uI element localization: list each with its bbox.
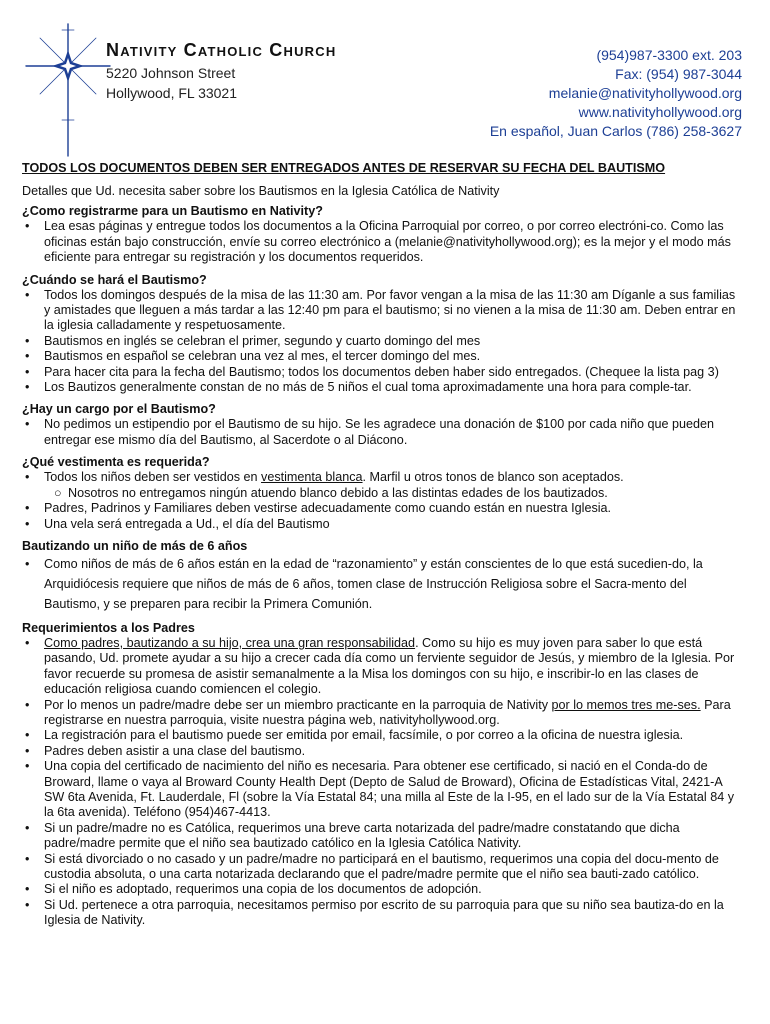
section-when xyxy=(22,272,744,396)
item-text: Para registrarse en nuestra parroquia, visite nuestra página web, nativityhollywood.org. xyxy=(44,697,731,727)
list-item: • Si Ud. pertenece a otra parroquia, necesitamos permiso por escrito de su parroquia para que su niño sea bautiza-do en la Iglesia de Nativity. xyxy=(22,898,744,929)
star-cross-logo-icon xyxy=(18,20,118,160)
church-name: Nativity Catholic Church xyxy=(106,40,337,60)
list-item: • La registración para el bautismo puede ser emitida por email, facsímile, o por correo a la oficina de nuestra iglesia. xyxy=(22,728,744,743)
list-item xyxy=(22,698,744,729)
section-heading: ¿Hay un cargo por el Bautismo? xyxy=(22,402,216,417)
list-item: • Para hacer cita para la fecha del Bautismo; todos los documentos deben haber sido entregados. (Chequee la lista pag 3) xyxy=(22,365,744,380)
list-item: • No pedimos un estipendio por el Bautismo de su hijo. Se les agradece una donación de $100 por cada niño que pueden entregar ese mismo día del Bautismo, al Sacerdote o al Diácono. xyxy=(22,417,744,448)
street-address: 5220 Johnson Street xyxy=(106,65,236,81)
list-item: • Una vela será entregada a Ud., el día del Bautismo xyxy=(22,517,744,532)
item-text: . Marfil u otros tonos de blanco son aceptados. xyxy=(362,470,624,485)
list-item: • Todos los domingos después de la misa de las 11:30 am. Por favor vengan a la misa de las 11:30 am Díganle a sus familias y amistades que lleguen a más tardar a las 12:40 pm para el bautismo; si no vienen a la misa de 11:30 am. Deben entrar en la iglesia calladamente y respetuosamente. xyxy=(22,288,744,334)
list-item: • Una copia del certificado de nacimiento del niño es necesaria. Para obtener ese certificado, si nació en el Conda-do de Broward, llame o vaya al Broward County Health Dept (Depto de Salud de Broward), Oficina de Estadísticas Vital, 2421-A SW 6ta Avenida, Ft. Lauderdale, Fl (sobre la Vía Estatal 84; una milla al Este de la I-95, en el lado sur de la Vía Estatal 84 y la 6ta avenida). Teléfono (954)467-4413. xyxy=(22,759,744,821)
section-heading: Bautizando un niño de más de 6 años xyxy=(22,538,248,553)
website-link[interactable]: www.nativityhollywood.org xyxy=(578,104,742,120)
list-item: • Bautismos en inglés se celebran el primer, segundo y cuarto domingo del mes xyxy=(22,334,744,349)
three-months-underlined: por lo memos tres me-ses. xyxy=(551,697,701,712)
city-address: Hollywood, FL 33021 xyxy=(106,85,238,101)
item-text: Todos los niños deben ser vestidos en xyxy=(44,470,262,485)
fax: Fax: (954) 987-3044 xyxy=(615,66,742,82)
list-item: • Si está divorciado o no casado y un padre/madre no participará en el bautismo, requerimos una copia del docu-mento de custodia absoluta, o una carta notarizada declarando que el padre/madre permite que el niño sea bauti-zado católico. xyxy=(22,852,744,883)
white-attire-underlined: vestimenta blanca xyxy=(261,470,363,485)
document-body xyxy=(22,160,744,935)
section-heading: Requerimientos a los Padres xyxy=(22,620,195,635)
contact-block xyxy=(490,46,742,141)
section-older-children xyxy=(22,538,744,614)
email-link[interactable]: melanie@nativityhollywood.org xyxy=(548,85,742,101)
list-item xyxy=(22,470,744,485)
section-heading: ¿Cuándo se hará el Bautismo? xyxy=(22,272,207,287)
item-text: Por lo menos un padre/madre debe ser un miembro practicante en la parroquia de Nativity xyxy=(44,697,552,712)
list-item: • Si el niño es adoptado, requerimos una copia de los documentos de adopción. xyxy=(22,882,744,897)
list-item: • Como niños de más de 6 años están en la edad de “razonamiento” y están conscientes de lo que está sucedien-do, la Arquidiócesis requiere que niños de más de 6 años, tomen clase de Instrucción Religiosa sobre el Sacra-mento del Bautismo, y se preparen para recibir la Primera Comunión. xyxy=(22,554,744,614)
sub-list-item: ○ Nosotros no entregamos ningún atuendo blanco debido a las distintas edades de los bautizados. xyxy=(22,486,744,501)
spanish-contact: En español, Juan Carlos (786) 258-3627 xyxy=(489,123,742,139)
list-item: • Padres, Padrinos y Familiares deben vestirse adecuadamente como cuando están en nuestra Iglesia. xyxy=(22,501,744,516)
list-item: • Bautismos en español se celebran una vez al mes, el tercer domingo del mes. xyxy=(22,349,744,364)
item-text: . Como su hijo es muy joven para saber lo que está pasando, Ud. promete ayudar a su hijo a crecer cada día como un ferviente seguidor de Jesús, y miembro de la Iglesia. Por favor recuerde su promesa de asistir semanalmente a la Misa los domingos con su hijo, e inscribir-lo en las clases de educación religiosa cuando comiencen el colegio. xyxy=(44,635,735,697)
section-parent-requirements xyxy=(22,620,744,929)
list-item: • Lea esas páginas y entregue todos los documentos a la Oficina Parroquial por correo, o por correo electróni-co. Como las oficinas están bajo construcción, envíe su correo electrónico a (melanie@nativityhollywood.org); es la mejor y el modo más eficiente para entregar su registración y los documentos requeridos. xyxy=(22,219,744,265)
intro-text: Detalles que Ud. necesita saber sobre los Bautismos en la Iglesia Católica de Nativity xyxy=(22,184,500,198)
list-item xyxy=(22,636,744,698)
section-registration xyxy=(22,203,744,265)
phone: (954)987-3300 ext. 203 xyxy=(596,47,742,63)
section-heading: ¿Qué vestimenta es requerida? xyxy=(22,455,210,470)
list-item: • Padres deben asistir a una clase del bautismo. xyxy=(22,744,744,759)
list-item: • Los Bautizos generalmente constan de no más de 5 niños el cual toma aproximadamente una hora para comple-tar. xyxy=(22,380,744,395)
list-item: • Si un padre/madre no es Católica, requerimos una breve carta notarizada del padre/madre constatando que dicha padre/madre permite que el niño sea bautizado católico en la Iglesia Católica Nativity. xyxy=(22,821,744,852)
section-heading: ¿Como registrarme para un Bautismo en Nativity? xyxy=(22,204,323,219)
section-fee xyxy=(22,401,744,448)
responsibility-underlined: Como padres, bautizando a su hijo, crea una gran responsabilidad xyxy=(44,635,416,650)
main-notice-heading: TODOS LOS DOCUMENTOS DEBEN SER ENTREGADOS ANTES DE RESERVAR SU FECHA DEL BAUTISMO xyxy=(22,161,666,175)
section-attire xyxy=(22,454,744,532)
